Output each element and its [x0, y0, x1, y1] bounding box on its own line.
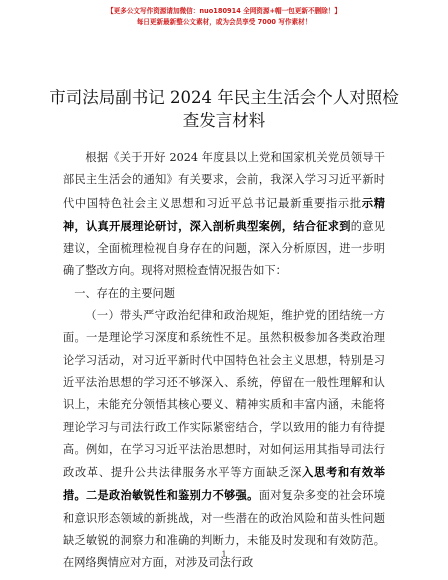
promo-banner [0, 6, 448, 28]
problem-text-1: （一）带头严守政治纪律和政治规矩，维护党的团结统一方面。一是理论学习深度和系统性不足。虽然积极参加各类政治理论学习活动，对习近平新时代中国特色社会主义思想，特别是习近平法治思想的学习还不够深入、系统，停留在一般性理解和认识上，未能充分领悟其核心要义、精神实质和丰富内涵，未能将理论学习与司法行政工作实际紧密结合，学以致用的能力有待提高。例如，在学习习近平法治思想时，对如何运用其指导司法行政改革、提升公共法律服务水平等方面缺乏深 [63, 309, 385, 480]
intro-text-1: 根据《关于开好 2024 年度县以上党和国家机关党员领导干部民主生活会的通知》有关要求，会前，我深入学习习近平新时代中国特色社会主义思想和习近平总书记最新重要指示批 [63, 151, 385, 210]
page-number: 1 [221, 550, 227, 559]
intro-text-bold: 示精神，认真开展理论研讨，深入剖析典型案例，结合征求到 [63, 195, 385, 233]
promo-banner-line-1: 【更多公文写作资源请加微信：nuo180914 全网资源+帽一包更新不删除！】 [107, 7, 341, 15]
promo-banner-line-2: 每日更新最新整公文素材，或为会员享受 7000 写作素材！ [136, 18, 312, 26]
document-body [63, 147, 385, 575]
title-line-1: 市司法局副书记 2024 年民主生活会个人对照检 [49, 88, 399, 107]
problem-paragraph [63, 305, 385, 575]
document-title [0, 86, 448, 132]
problem-text-bold: 入思考和有效举措。二是政治敏锐性和鉴别力不够强。 [63, 465, 385, 503]
intro-text-2: 的意见建议，全面梳理检视自身存在的问题，深入分析原因，进一步明确了整改方向。现将对照检查情况报告如下： [63, 219, 385, 278]
problem-text-2: 面对复杂多变的社会环境和意识形态领域的新挑战，对一些潜在的政治风险和苗头性问题缺乏敏锐的洞察力和准确的判断力，未能及时发现和有效防范。在网络舆情应对方面，对涉及司法行政 [63, 489, 385, 570]
intro-paragraph [63, 147, 385, 283]
section-heading: 一、存在的主要问题 [74, 286, 175, 300]
title-line-2: 查发言材料 [182, 111, 266, 130]
